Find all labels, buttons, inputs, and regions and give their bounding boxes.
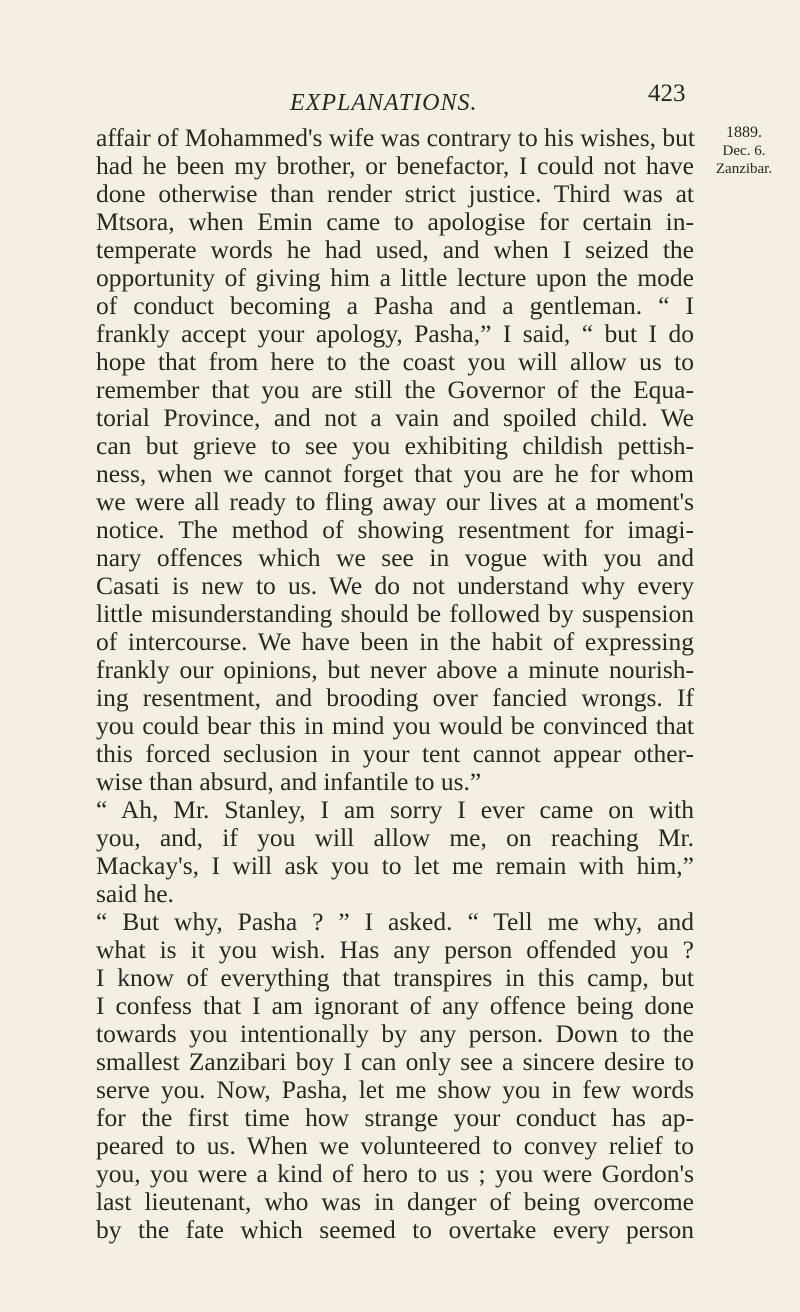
text-line: said he. [96,879,174,908]
text-line: I know of everything that transpires in this camp, but [96,963,694,992]
margin-note [694,124,794,178]
text-line: frankly our opinions, but never above a minute nourish- [96,655,694,684]
margin-note-year: 1889. [726,124,762,141]
text-line: frankly accept your apology, Pasha,” I said, “ but I do [96,319,694,348]
text-line: peared to us. When we volunteered to convey relief to [96,1131,694,1160]
text-line: remember that you are still the Governor of the Equa- [96,375,694,404]
text-line: Casati is new to us. We do not understand why every [96,571,694,600]
text-line: temperate words he had used, and when I seized the [96,235,694,264]
text-line: nary offences which we see in vogue with you and [96,543,694,572]
body-text [96,124,694,1244]
text-line: for the first time how strange your conduct has ap- [96,1103,694,1132]
text-line: we were all ready to fling away our lives at a moment's [96,487,694,516]
text-line: “ But why, Pasha ? ” I asked. “ Tell me why, and [96,907,694,936]
text-line: wise than absurd, and infantile to us.” [96,767,482,796]
text-line: affair of Mohammed's wife was contrary to his wishes, but [96,123,695,152]
text-line: ness, when we cannot forget that you are he for whom [96,459,694,488]
text-line: can but grieve to see you exhibiting childish pettish- [96,431,694,460]
text-line: “ Ah, Mr. Stanley, I am sorry I ever came on with [96,795,694,824]
text-line: serve you. Now, Pasha, let me show you in few words [96,1075,694,1104]
text-line: opportunity of giving him a little lecture upon the mode [96,263,694,292]
text-line: smallest Zanzibari boy I can only see a sincere desire to [96,1047,694,1076]
text-line: Mtsora, when Emin came to apologise for certain in- [96,207,694,236]
margin-note-place: Zanzibar. [715,161,773,177]
text-line: by the fate which seemed to overtake every person [96,1215,694,1244]
text-line: notice. The method of showing resentment for imagi- [96,515,694,544]
text-line: little misunderstanding should be followed by suspension [96,599,694,628]
text-line: torial Province, and not a vain and spoiled child. We [96,403,694,432]
text-line: you, and, if you will allow me, on reaching Mr. [96,823,694,852]
text-line: you, you were a kind of hero to us ; you were Gordon's [96,1159,694,1188]
text-line: of conduct becoming a Pasha and a gentleman. “ I [96,291,694,320]
running-head: EXPLANATIONS. [290,90,478,116]
text-line: Mackay's, I will ask you to let me remain with him,” [96,851,694,880]
text-line: this forced seclusion in your tent cannot appear other- [96,739,694,768]
text-line: had he been my brother, or benefactor, I could not have [96,151,694,180]
text-line: what is it you wish. Has any person offended you ? [96,935,694,964]
text-line: you could bear this in mind you would be convinced that [96,711,694,740]
text-line: hope that from here to the coast you will allow us to [96,347,694,376]
text-line: towards you intentionally by any person. Down to the [96,1019,694,1048]
text-line: ing resentment, and brooding over fancied wrongs. If [96,683,694,712]
text-line: last lieutenant, who was in danger of being overcome [96,1187,694,1216]
text-line: I confess that I am ignorant of any offence being done [96,991,694,1020]
text-line: done otherwise than render strict justice. Third was at [96,179,694,208]
text-line: of intercourse. We have been in the habit of expressing [96,627,694,656]
margin-note-date: Dec. 6. [722,143,766,159]
page-number: 423 [648,80,686,107]
